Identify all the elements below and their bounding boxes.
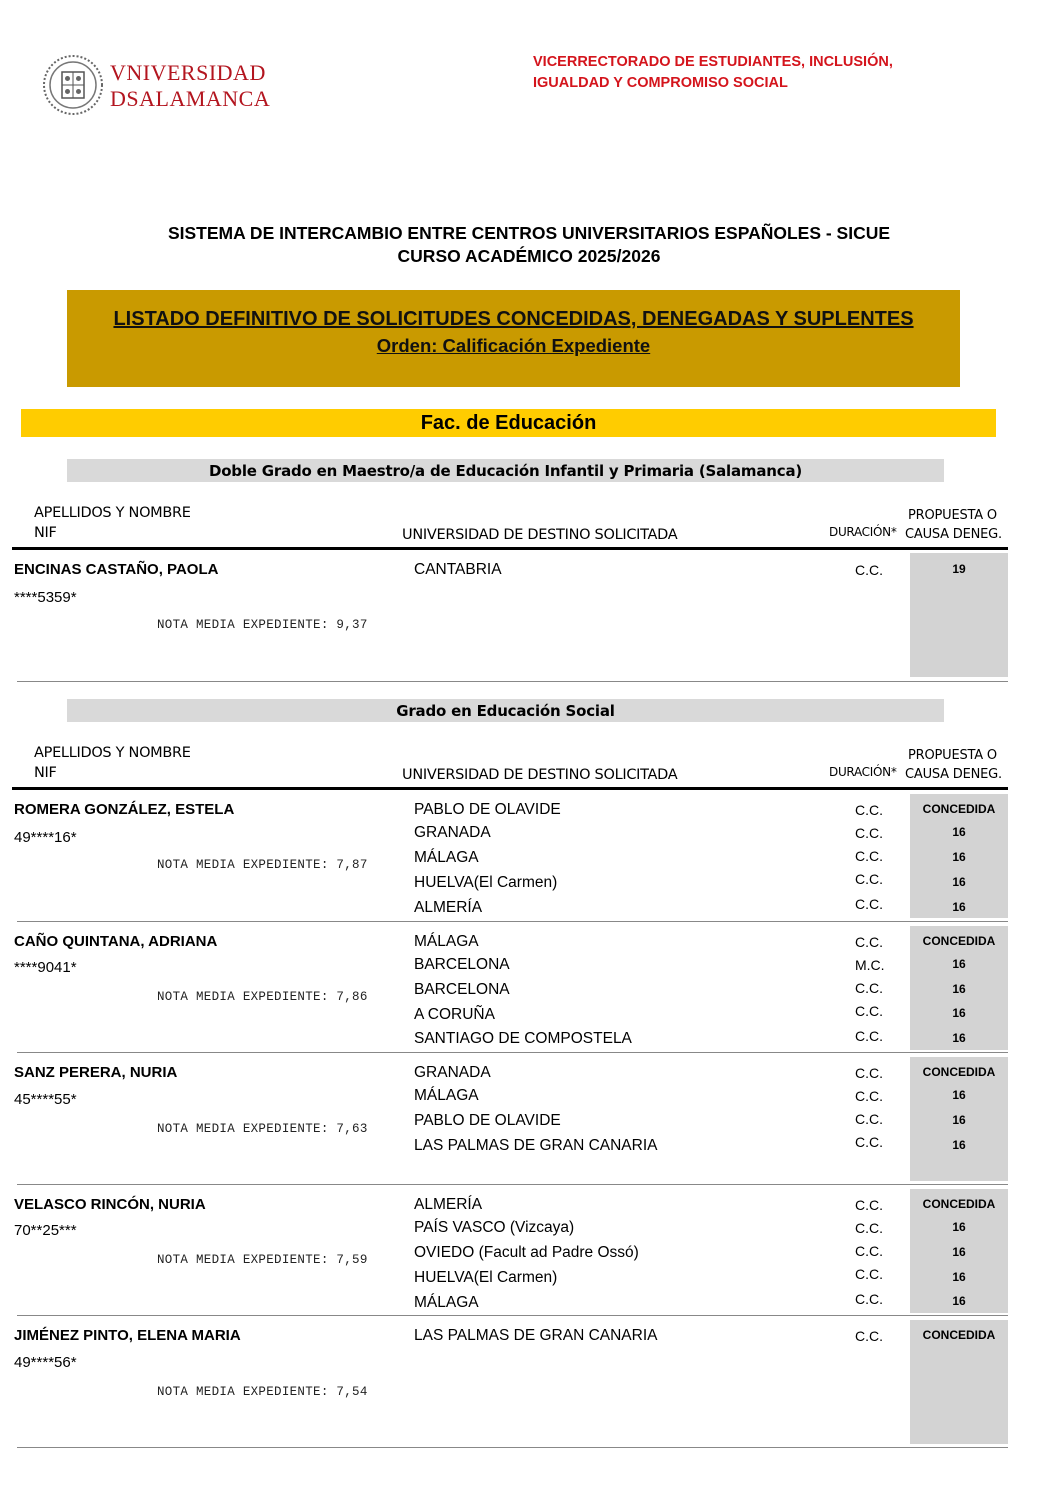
- col-header-cause: CAUSA DENEG.: [905, 527, 1002, 542]
- col-header-proposal: PROPUESTA O: [908, 508, 997, 523]
- row-divider: [17, 1184, 1008, 1185]
- destination-university: GRANADA: [414, 824, 491, 841]
- destination-university: OVIEDO (Facult ad Padre Ossó): [414, 1244, 639, 1261]
- result-cell: 16: [952, 982, 966, 996]
- duration-cell: C.C.: [855, 871, 883, 887]
- col-header-proposal: PROPUESTA O: [908, 748, 997, 763]
- listing-order: Orden: Calificación Expediente: [376, 335, 651, 356]
- header-divider: [12, 787, 1008, 790]
- duration-cell: C.C.: [855, 1088, 883, 1104]
- destination-university: PABLO DE OLAVIDE: [414, 801, 561, 818]
- row-divider: [17, 1052, 1008, 1053]
- duration-cell: C.C.: [855, 1220, 883, 1236]
- destination-university: ALMERÍA: [414, 899, 483, 916]
- student-nif: 49****16*: [14, 829, 77, 846]
- col-header-nif: NIF: [34, 525, 57, 541]
- duration-cell: C.C.: [855, 1065, 883, 1081]
- student-name: SANZ PERERA, NURIA: [14, 1064, 178, 1081]
- student-name: VELASCO RINCÓN, NURIA: [14, 1196, 206, 1213]
- duration-cell: C.C.: [855, 848, 883, 864]
- destination-university: PABLO DE OLAVIDE: [414, 1112, 561, 1129]
- duration-cell: C.C.: [855, 1028, 883, 1044]
- col-header-duration: DURACIÓN*: [829, 525, 897, 539]
- result-cell: 16: [952, 825, 966, 839]
- duration-cell: C.C.: [855, 1003, 883, 1019]
- destination-university: A CORUÑA: [414, 1006, 495, 1023]
- destination-university: ALMERÍA: [414, 1196, 483, 1213]
- destination-university: CANTABRIA: [414, 561, 502, 578]
- student-nif: 70**25***: [14, 1222, 77, 1239]
- duration-cell: C.C.: [855, 825, 883, 841]
- student-grade: NOTA MEDIA EXPEDIENTE: 7,54: [157, 1385, 368, 1399]
- student-name: CAÑO QUINTANA, ADRIANA: [14, 933, 218, 950]
- university-seal-icon: [40, 54, 106, 116]
- student-nif: ****9041*: [14, 959, 77, 976]
- destination-university: MÁLAGA: [414, 1087, 479, 1104]
- col-header-destination: UNIVERSIDAD DE DESTINO SOLICITADA: [402, 767, 678, 783]
- destination-university: BARCELONA: [414, 981, 510, 998]
- duration-cell: C.C.: [855, 896, 883, 912]
- student-grade: NOTA MEDIA EXPEDIENTE: 7,86: [157, 990, 368, 1004]
- student-nif: 49****56*: [14, 1354, 77, 1371]
- destination-university: SANTIAGO DE COMPOSTELA: [414, 1030, 632, 1047]
- destination-university: MÁLAGA: [414, 849, 479, 866]
- duration-cell: C.C.: [855, 802, 883, 818]
- student-grade: NOTA MEDIA EXPEDIENTE: 9,37: [157, 618, 368, 632]
- row-divider: [17, 921, 1008, 922]
- university-logo: [40, 54, 290, 116]
- result-cell: CONCEDIDA: [922, 934, 996, 948]
- col-header-duration: DURACIÓN*: [829, 765, 897, 779]
- col-header-nif: NIF: [34, 765, 57, 781]
- destination-university: LAS PALMAS DE GRAN CANARIA: [414, 1327, 658, 1344]
- student-nif: ****5359*: [14, 589, 77, 606]
- result-cell: CONCEDIDA: [922, 1065, 996, 1079]
- row-divider: [17, 681, 1008, 682]
- result-cell: 16: [952, 1138, 966, 1152]
- col-header-cause: CAUSA DENEG.: [905, 767, 1002, 782]
- header-divider: [12, 547, 1008, 550]
- student-grade: NOTA MEDIA EXPEDIENTE: 7,59: [157, 1253, 368, 1267]
- col-header-destination: UNIVERSIDAD DE DESTINO SOLICITADA: [402, 527, 678, 543]
- col-header-name: APELLIDOS Y NOMBRE: [34, 745, 191, 761]
- result-cell: 16: [952, 1270, 966, 1284]
- destination-university: MÁLAGA: [414, 933, 479, 950]
- result-cell: 16: [952, 1088, 966, 1102]
- duration-cell: C.C.: [855, 1197, 883, 1213]
- row-divider: [17, 1315, 1008, 1316]
- faculty-bar: Fac. de Educación: [21, 409, 996, 437]
- degree-bar: Doble Grado en Maestro/a de Educación Infantil y Primaria (Salamanca): [67, 459, 944, 482]
- duration-cell: C.C.: [855, 1243, 883, 1259]
- result-cell: 16: [952, 957, 966, 971]
- duration-cell: C.C.: [855, 1266, 883, 1282]
- result-cell: 16: [952, 850, 966, 864]
- destination-university: MÁLAGA: [414, 1294, 479, 1311]
- student-grade: NOTA MEDIA EXPEDIENTE: 7,87: [157, 858, 368, 872]
- duration-cell: C.C.: [855, 1328, 883, 1344]
- destination-university: BARCELONA: [414, 956, 510, 973]
- listing-banner: [67, 290, 960, 387]
- duration-cell: C.C.: [855, 1134, 883, 1150]
- result-cell: 16: [952, 1113, 966, 1127]
- program-title: SISTEMA DE INTERCAMBIO ENTRE CENTROS UNIVERSITARIOS ESPAÑOLES - SICUE: [167, 223, 891, 243]
- result-cell: 16: [952, 1031, 966, 1045]
- student-name: ENCINAS CASTAÑO, PAOLA: [14, 561, 219, 578]
- destination-university: HUELVA(El Carmen): [414, 1269, 558, 1286]
- result-cell: CONCEDIDA: [922, 1328, 996, 1342]
- result-cell: 16: [952, 1220, 966, 1234]
- destination-university: PAÍS VASCO (Vizcaya): [414, 1219, 575, 1236]
- duration-cell: C.C.: [855, 1291, 883, 1307]
- degree-bar: Grado en Educación Social: [67, 699, 944, 722]
- duration-cell: M.C.: [855, 957, 885, 973]
- result-cell: CONCEDIDA: [922, 1197, 996, 1211]
- result-cell: 19: [952, 562, 966, 576]
- result-cell: 16: [952, 875, 966, 889]
- duration-cell: C.C.: [855, 562, 883, 578]
- result-cell: 16: [952, 1245, 966, 1259]
- destination-university: HUELVA(El Carmen): [414, 874, 558, 891]
- student-name: JIMÉNEZ PINTO, ELENA MARIA: [14, 1327, 241, 1344]
- listing-title: LISTADO DEFINITIVO DE SOLICITUDES CONCEDIDAS, DENEGADAS Y SUPLENTES: [113, 308, 914, 330]
- student-nif: 45****55*: [14, 1091, 77, 1108]
- destination-university: LAS PALMAS DE GRAN CANARIA: [414, 1137, 658, 1154]
- destination-university: GRANADA: [414, 1064, 491, 1081]
- col-header-name: APELLIDOS Y NOMBRE: [34, 505, 191, 521]
- result-cell: CONCEDIDA: [922, 802, 996, 816]
- result-cell: 16: [952, 900, 966, 914]
- result-cell: 16: [952, 1006, 966, 1020]
- duration-cell: C.C.: [855, 980, 883, 996]
- student-grade: NOTA MEDIA EXPEDIENTE: 7,63: [157, 1122, 368, 1136]
- result-cell: 16: [952, 1294, 966, 1308]
- duration-cell: C.C.: [855, 1111, 883, 1127]
- duration-cell: C.C.: [855, 934, 883, 950]
- vicerrectorado-header: VICERRECTORADO DE ESTUDIANTES, INCLUSIÓN, IGUALDAD Y COMPROMISO SOCIAL: [533, 54, 893, 91]
- student-name: ROMERA GONZÁLEZ, ESTELA: [14, 801, 235, 818]
- logo-wordmark: VNIVERSIDAD DSALAMANCA: [110, 60, 271, 111]
- academic-year: CURSO ACADÉMICO 2025/2026: [397, 246, 661, 266]
- row-divider: [17, 1447, 1008, 1448]
